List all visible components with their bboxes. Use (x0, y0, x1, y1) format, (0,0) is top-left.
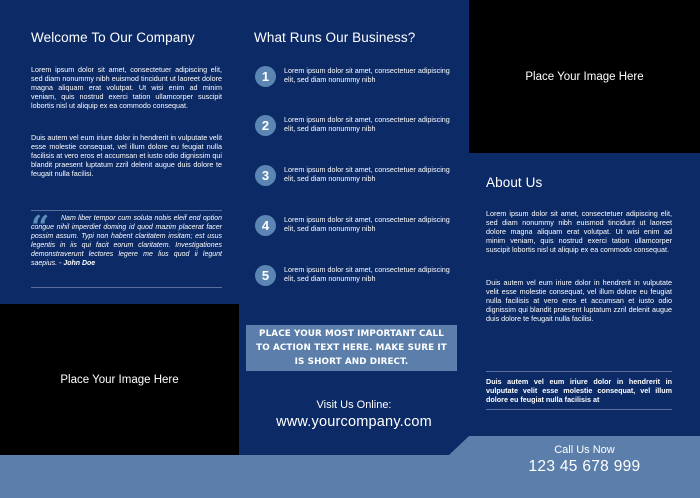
left-image-placeholder (0, 304, 239, 455)
call-to-action-text: PLACE YOUR MOST IMPORTANT CALL TO ACTION TEXT HERE. MAKE SURE IT IS SHORT AND DIRECT. (256, 329, 447, 367)
phone-number: 123 45 678 999 (528, 458, 641, 475)
welcome-paragraph-2: Duis autem vel eum iriure dolor in hendrerit in vulputate velit esse molestie consequat, vel illum dolore eu feugiat nulla facilisis at vero eros et accumsan et iusto odio dignissim qui blandit praesent luptatum zzril delenit augue duis dolore te feugait nulla facilisi. (31, 133, 222, 178)
left-image-placeholder-label: Place Your Image Here (60, 373, 179, 386)
divider (486, 371, 672, 372)
step-item-3 (255, 165, 455, 189)
business-title: What Runs Our Business? (254, 30, 416, 45)
step-item-5 (255, 265, 455, 289)
step-number-badge: 1 (255, 66, 276, 87)
about-paragraph-1: Lorem ipsum dolor sit amet, consectetuer adipiscing elit, sed diam nonummy nibh euismod tincidunt ut laoreet dolore magna aliquam erat volutpat. Ut wisi enim ad minim veniam, quis nostrud exerci tation ullamcorper suscipit lobortis nisl ut aliquip ex ea commodo consequat. (486, 209, 672, 254)
welcome-title: Welcome To Our Company (31, 30, 195, 45)
call-label: Call Us Now (554, 444, 615, 456)
right-image-placeholder (469, 0, 700, 153)
quote-text (31, 214, 222, 268)
step-number-badge: 5 (255, 265, 276, 286)
step-item-2 (255, 115, 455, 139)
about-title: About Us (486, 175, 543, 190)
step-number-badge: 4 (255, 215, 276, 236)
step-text: Lorem ipsum dolor sit amet, consectetuer adipiscing elit, sed diam nonummy nibh (284, 215, 450, 233)
testimonial-quote (31, 210, 222, 288)
welcome-paragraph-1: Lorem ipsum dolor sit amet, consectetuer adipiscing elit, sed diam nonummy nibh euismod tincidunt ut laoreet dolore magna aliquam erat volutpat. Ut wisi enim ad minim veniam, quis nostrud exerci tation ullamcorper suscipit lobortis nisl ut aliquip ex ea commodo consequat. (31, 65, 222, 110)
step-text: Lorem ipsum dolor sit amet, consectetuer adipiscing elit, sed diam nonummy nibh (284, 165, 450, 183)
call-to-action-box (246, 325, 457, 371)
about-bold-note: Duis autem vel eum iriure dolor in hendrerit in vulputate velit esse molestie consequat, vel illum dolore eu feugiat nulla facilisis at (486, 377, 672, 404)
about-paragraph-2: Duis autem vel eum iriure dolor in hendrerit in vulputate velit esse molestie consequat, vel illum dolore eu feugiat nulla facilisis at vero eros et accumsan et iusto odio dignissim qui blandit praesent luptatum zzril delenit augue duis dolore te feugait nulla facilisi. (486, 278, 672, 323)
right-image-placeholder-label: Place Your Image Here (525, 70, 644, 83)
visit-label: Visit Us Online: (316, 399, 392, 411)
quote-mark-icon: “ (31, 208, 50, 246)
step-text: Lorem ipsum dolor sit amet, consectetuer adipiscing elit, sed diam nonummy nibh (284, 115, 450, 133)
quote-body: Nam liber tempor cum soluta nobis eleif end option congue nihil imperdiet doming id quod mazim placerat facer possim assum. Typi non habent claritatem insitam; est usus legentis in iis qui facit eorum claritatem. Investigationes demonstraverunt lectores legere me lius quod ii legunt saepius. - (31, 215, 222, 267)
step-text: Lorem ipsum dolor sit amet, consectetuer adipiscing elit, sed diam nonummy nibh (284, 265, 450, 283)
step-number-badge: 3 (255, 165, 276, 186)
step-item-1 (255, 66, 455, 90)
quote-author: John Doe (63, 260, 96, 267)
website-url: www.yourcompany.com (276, 414, 432, 430)
step-item-4 (255, 215, 455, 239)
step-text: Lorem ipsum dolor sit amet, consectetuer adipiscing elit, sed diam nonummy nibh (284, 66, 450, 84)
step-number-badge: 2 (255, 115, 276, 136)
divider (486, 409, 672, 410)
